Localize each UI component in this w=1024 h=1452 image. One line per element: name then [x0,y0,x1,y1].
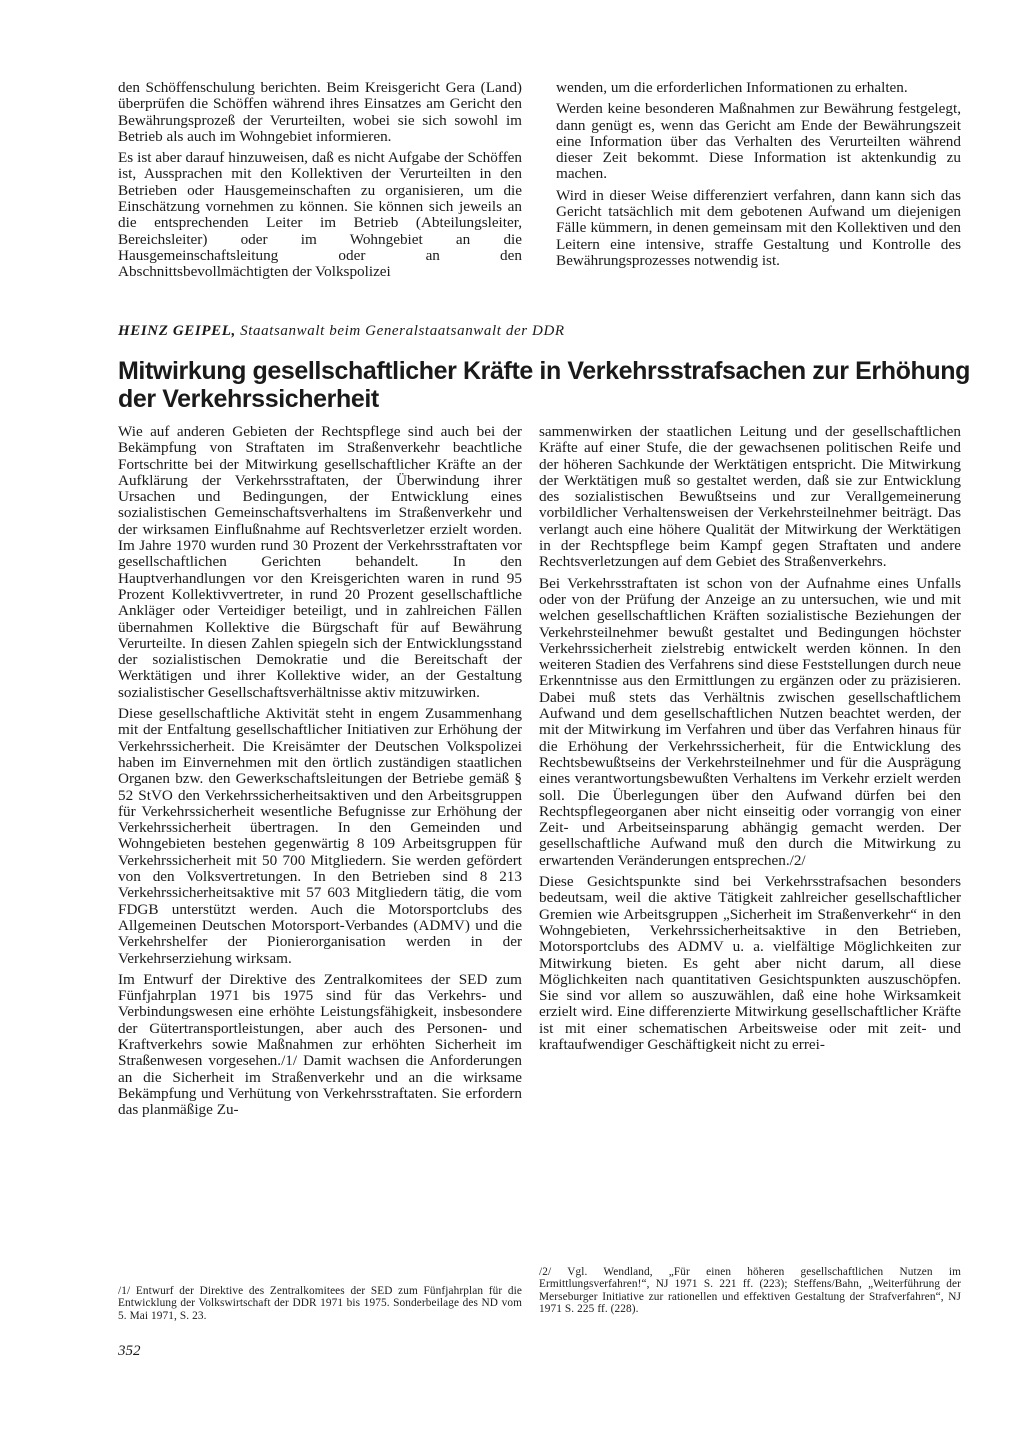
article-title: Mitwirkung gesellschaftlicher Kräfte in Verkehrsstrafsachen zur Erhöhung der Verkehrssicherheit [118,357,970,413]
footnote-text: /2/ Vgl. Wendland, „Für einen höheren gesellschaftlichen Nutzen im Ermittlungsverfahren!“, NJ 1971 S. 221 ff. (223); Steffens/Bahn, „Weiterführung der Merseburger Initiative zur rationellen und effektiven Gestaltung der Strafverfahren“, NJ 1971 S. 225 ff. (228). [539,1266,961,1315]
paragraph: Wird in dieser Weise differenziert verfahren, dann kann sich das Gericht tatsächlich mit dem gebotenen Aufwand um diejenigen Fälle kümmern, in denen gemeinsam mit den Kollektiven und den Leitern eine intensive, straffe Gestaltung und Kontrolle des Bewährungsprozesses notwendig ist. [556,186,961,269]
author-name: HEINZ GEIPEL, [118,323,236,339]
paragraph: Bei Verkehrsstraftaten ist schon von der Aufnahme eines Unfalls oder von der Prüfung der Anzeige an zu untersuchen, wie und mit welchen gesellschaftlichen Kräften sozialistische Beziehungen der Verkehrsteilnehmer bewußt gestaltet und Bedingungen höchster Verkehrssicherheit zielstrebig entwickelt werden können. In den weiteren Stadien des Verfahrens sind diese Feststellungen durch neue Erkenntnisse aus den Ermittlungen zu ergänzen oder zu präzisieren. Dabei muß stets das Verhältnis zwischen gesellschaftlichem Aufwand und dem gesellschaftlichen Nutzen beachtet werden, der mit der Mitwirkung im Verfahren und über das Verfahren hinaus für die Erhöhung der Verkehrssicherheit, für die Entwicklung des Rechtsbewußtseins der Verkehrsteilnehmer und für die Ausprägung eines verantwortungsbewußten Verhaltens im Verkehr erzielt werden soll. Die Überlegungen über den Aufwand dürfen bei den Rechtspflegeorganen aber nicht einseitig oder vorrangig von einer Zeit- und Arbeitseinsparung abhängig gemacht werden. Der gesellschaftliche Aufwand muß den durch die Mitwirkung zu erwartenden Veränderungen entsprechen./2/ [539,574,961,869]
paragraph: Im Entwurf der Direktive des Zentralkomitees der SED zum Fünfjahrplan 1971 bis 1975 sind für das Verkehrs- und Verbindungswesen eine erhöhte Leistungsfähigkeit, insbesondere der Gütertransportleistungen, aber auch des Personen- und Kraftverkehrs sowie Maßnahmen zur erhöhten Sicherheit im Straßenwesen vorgesehen./1/ Damit wachsen die Anforderungen an die Sicherheit im Straßenverkehr und an die wirksame Bekämpfung und Verhütung von Verkehrsstraftaten. Sie erfordern das planmäßige Zu- [118,970,522,1119]
author-role: Staatsanwalt beim Generalstaatsanwalt der DDR [235,323,565,339]
paragraph: Diese Gesichtspunkte sind bei Verkehrsstrafsachen besonders bedeutsam, weil die aktive Tätigkeit zahlreicher gesellschaftlicher Gremien wie Arbeitsgruppen „Sicherheit im Straßenverkehr“ in den Wohngebieten, Verkehrssicherheitsaktive in den Betrieben, Motorsportclubs des ADMV u. a. vielfältige Möglichkeiten zur Mitwirkung bieten. Es geht aber nicht darum, all diese Möglichkeiten nach quantitativen Gesichtspunkten auszuschöpfen. Sie sind vor allem so auszuwählen, daß eine hohe Wirksamkeit erzielt wird. Eine differenzierte Mitwirkung gesellschaftlicher Kräfte ist mit einer schematischen Arbeitsweise oder mit zeit- und kraftaufwendiger Geschäftigkeit nicht zu errei- [539,873,961,1053]
paragraph: wenden, um die erforderlichen Informationen zu erhalten. [556,79,908,96]
paragraph: Werden keine besonderen Maßnahmen zur Bewährung festgelegt, dann genügt es, wenn das Gericht am Ende der Bewährungszeit eine Information über das Verhalten des Verurteilten während dieser Zeit bekommt. Diese Information ist aktenkundig zu machen. [556,100,961,183]
article-right-column [539,424,961,1058]
footnote-2 [539,1266,961,1315]
article-left-column [118,424,522,1123]
paragraph: den Schöffenschulung berichten. Beim Kreisgericht Gera (Land) überprüfen die Schöffen während ihres Einsatzes am Gericht den Bewährungsprozeß der Verurteilten, wobei sie sich sowohl im Betrieb als auch im Wohngebiet informieren. [118,79,522,145]
paragraph: Es ist aber darauf hinzuweisen, daß es nicht Aufgabe der Schöffen ist, Aussprachen mit den Kollektiven der Verurteilten in den Betrieben oder Hausgemeinschaften zu organisieren, um die Einschätzung vornehmen zu können. Sie können sich jeweils an die entsprechenden Leiter im Betrieb (Abteilungsleiter, Bereichsleiter) oder im Wohngebiet an die Hausgemeinschaftsleitung oder an den Abschnittsbevollmächtigten der Volkspolizei [118,149,522,281]
footnote-text: /1/ Entwurf der Direktive des Zentralkomitees der SED zum Fünfjahrplan für die Entwicklung der Volkswirtschaft der DDR 1971 bis 1975. Sonderbeilage des ND vom 5. Mai 1971, S. 23. [118,1285,522,1322]
top-left-column [118,80,522,286]
author-byline [118,323,968,340]
page-number: 352 [118,1343,141,1359]
footnote-1 [118,1285,522,1322]
paragraph: sammenwirken der staatlichen Leitung und der gesellschaftlichen Kräfte auf einer Stufe, die der gewachsenen politischen Reife und der höheren Sachkunde der Werktätigen entspricht. Die Mitwirkung der Werktätigen muß so gestaltet werden, daß sie zur Entwicklung des sozialistischen Bewußtseins und zur Verallgemeinerung vorbildlicher Verhaltensweisen der Verkehrsteilnehmer beiträgt. Das verlangt auch eine höhere Qualität der Mitwirkung der Werktätigen in der Rechtspflege beim Kampf gegen Straftaten und andere Rechtsverletzungen auf dem Gebiet des Straßenverkehrs. [539,423,961,571]
paragraph: Diese gesellschaftliche Aktivität steht in engem Zusammenhang mit der Entfaltung gesellschaftlicher Initiativen zur Erhöhung der Verkehrssicherheit. Die Kreisämter der Deutschen Volkspolizei haben im Einvernehmen mit den örtlich zuständigen staatlichen Organen bzw. den Gewerkschaftsleitungen der Betriebe gemäß § 52 StVO den Verkehrssicherheitsaktiven und den Arbeitsgruppen für Verkehrssicherheit wesentliche Befugnisse zur Erhöhung der Verkehrssicherheit übertragen. In den Gemeinden und Wohngebieten bestehen gegenwärtig 8 109 Arbeitsgruppen für Verkehrssicherheit mit 50 700 Mitgliedern. Sie werden gefördert von den Volksvertretungen. In den Betrieben sind 8 213 Verkehrssicherheitsaktive mit 57 603 Mitgliedern tätig, die vom FDGB unterstützt werden. Auch die Motorsportclubs des Allgemeinen Deutschen Motorsport-Verbandes (ADMV) und die Verkehrshelfer der Pionierorganisation werden in der Verkehrserziehung wirksam. [118,705,522,967]
paragraph: Wie auf anderen Gebieten der Rechtspflege sind auch bei der Bekämpfung von Straftaten im Straßenverkehr beachtliche Fortschritte bei der Mitwirkung gesellschaftlicher Kräfte an der Aufklärung der Verkehrsstraftaten, der Überwindung ihrer Ursachen und Bedingungen, der Entwicklung eines sozialistischen Gemeinschaftsverhaltens im Straßenverkehr und der wirksamen Einflußnahme auf Rechtsverletzer erzielt worden. Im Jahre 1970 wurden rund 30 Prozent der Verkehrsstraftaten vor gesellschaftlichen Gerichten behandelt. In den Hauptverhandlungen vor den Kreisgerichten waren in rund 95 Prozent Kollektivvertreter, in rund 20 Prozent gesellschaftliche Ankläger oder Verteidiger beteiligt, und in zahlreichen Fällen übernahmen Kollektive die Bürgschaft für auf Bewährung Verurteilte. In diesen Zahlen spiegeln sich der Entwicklungsstand der sozialistischen Demokratie und die Bereitschaft der Werktätigen und ihrer Kollektive wider, an der Gestaltung sozialistischer Gesellschaftsverhältnisse aktiv mitzuwirken. [118,423,522,701]
top-right-column [556,80,961,274]
